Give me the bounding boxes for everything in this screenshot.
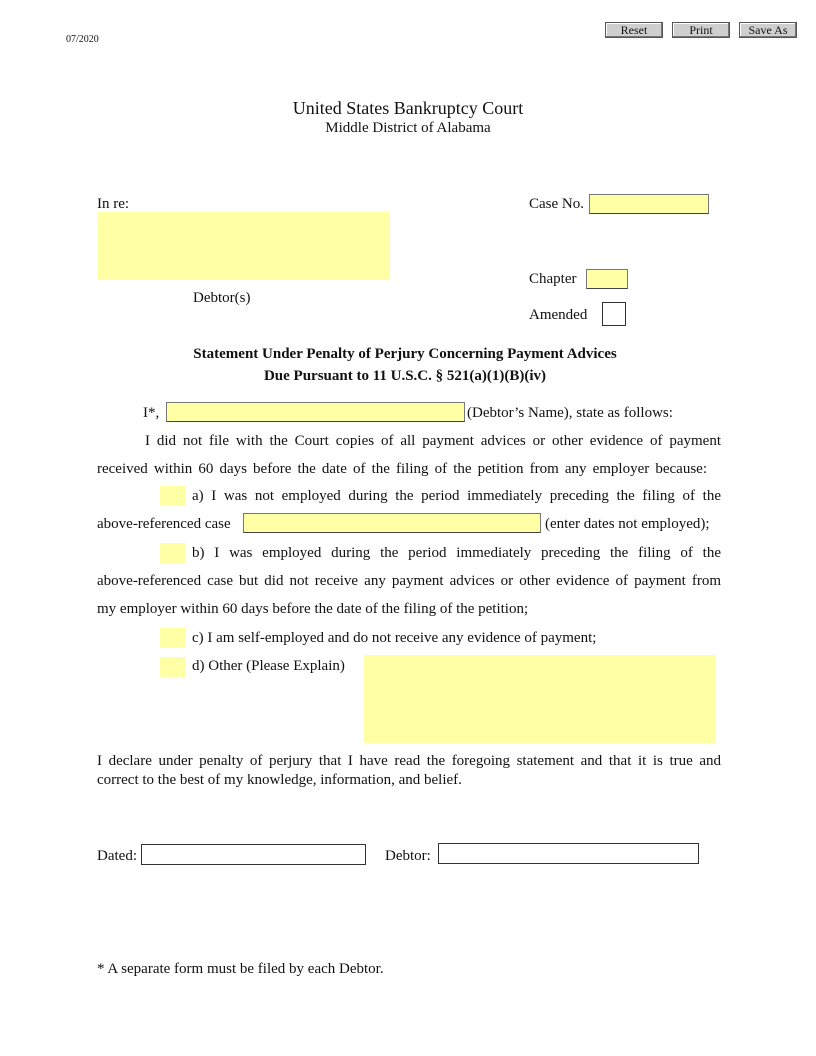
paragraph-1-line-2: received within 60 days before the date of the filing of the petition from any employer because:: [97, 461, 707, 477]
option-a-line-1: a) I was not employed during the period immediately preceding the filing of the: [192, 488, 721, 504]
paragraph-1-line-1: I did not file with the Court copies of all payment advices or other evidence of payment: [145, 433, 721, 449]
save-as-button[interactable]: Save As: [739, 22, 797, 38]
print-button[interactable]: Print: [672, 22, 730, 38]
option-b-checkbox[interactable]: [160, 543, 186, 563]
option-b-line-3: my employer within 60 days before the date of the filing of the petition;: [97, 601, 529, 617]
case-number-field[interactable]: [589, 194, 709, 214]
debtor-name-field[interactable]: [98, 212, 390, 280]
other-explanation-field[interactable]: [364, 655, 716, 743]
debtor-name-suffix: (Debtor’s Name), state as follows:: [467, 405, 673, 421]
reset-button[interactable]: Reset: [605, 22, 663, 38]
option-b-line-1: b) I was employed during the period immediately preceding the filing of the: [192, 545, 721, 561]
amended-checkbox[interactable]: [602, 302, 626, 326]
chapter-label: Chapter: [529, 271, 577, 287]
form-revision-date: 07/2020: [66, 34, 99, 45]
case-no-label: Case No.: [529, 196, 584, 212]
option-a-prefix: above-referenced case: [97, 516, 231, 532]
option-c-text: c) I am self-employed and do not receive any evidence of payment;: [192, 630, 597, 646]
dated-label: Dated:: [97, 848, 137, 864]
chapter-field[interactable]: [586, 269, 628, 289]
court-name: United States Bankruptcy Court: [292, 98, 524, 118]
declaration-line-1: I declare under penalty of perjury that I have read the foregoing statement and that it is true and: [97, 753, 721, 769]
dated-field[interactable]: [141, 844, 366, 865]
debtor-signature-field[interactable]: [438, 843, 699, 864]
option-b-line-2: above-referenced case but did not receive any payment advices or other evidence of payment from: [97, 573, 721, 589]
footnote: * A separate form must be filed by each Debtor.: [97, 961, 384, 977]
option-a-suffix: (enter dates not employed);: [545, 516, 710, 532]
option-d-checkbox[interactable]: [160, 657, 186, 677]
declaration-line-2: correct to the best of my knowledge, information, and belief.: [97, 772, 462, 788]
dates-not-employed-field[interactable]: [243, 513, 541, 533]
statement-title-line-2: Due Pursuant to 11 U.S.C. § 521(a)(1)(B)(iv): [263, 368, 547, 384]
debtor-label: Debtor(s): [193, 290, 251, 306]
in-re-label: In re:: [97, 196, 130, 212]
statement-title-line-1: Statement Under Penalty of Perjury Concerning Payment Advices: [193, 346, 617, 362]
debtor-signature-label: Debtor:: [385, 848, 431, 864]
option-a-checkbox[interactable]: [160, 486, 186, 506]
option-d-text: d) Other (Please Explain): [192, 658, 345, 674]
court-district: Middle District of Alabama: [325, 120, 491, 136]
i-prefix: I*,: [143, 405, 160, 421]
amended-label: Amended: [529, 307, 588, 323]
debtor-name-statement-field[interactable]: [166, 402, 465, 422]
option-c-checkbox[interactable]: [160, 628, 186, 648]
